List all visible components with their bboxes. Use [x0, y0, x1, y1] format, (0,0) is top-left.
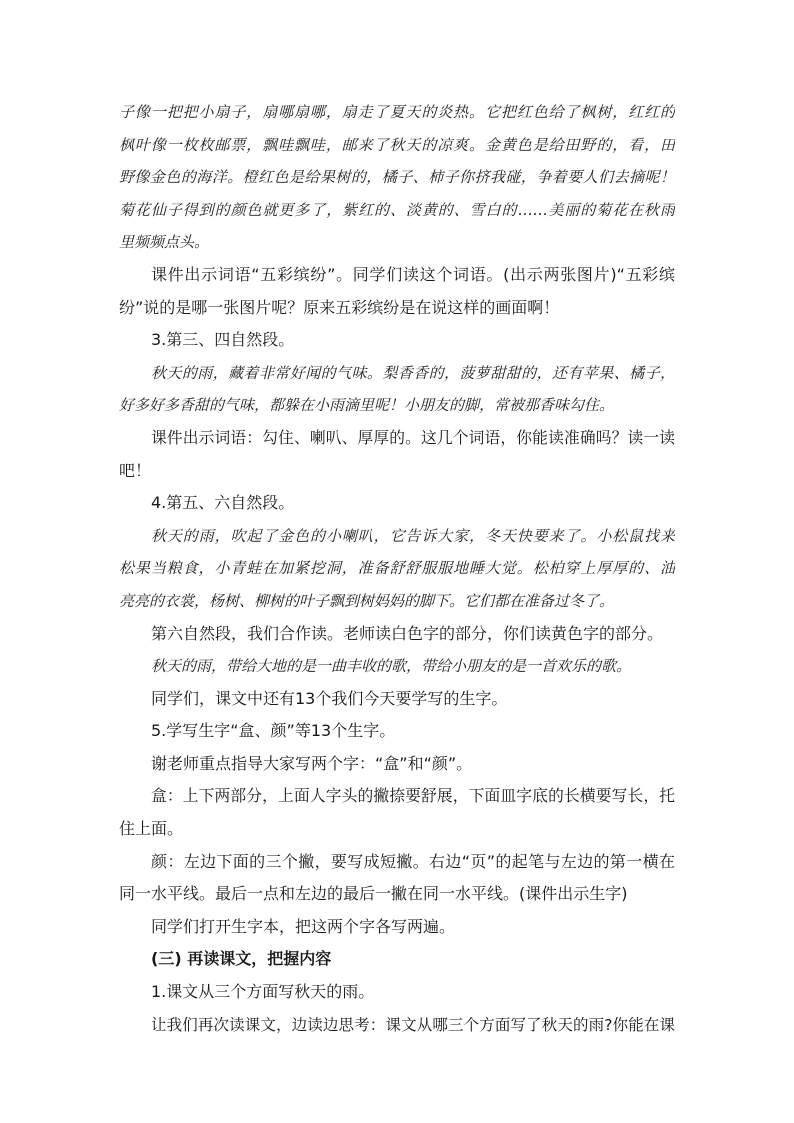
paragraph-yan-character — [119, 846, 675, 911]
section-label-write-characters: 5.学写生字“盒、颜”等13个生字。 — [151, 721, 396, 741]
text-line: 吧！ — [119, 460, 152, 480]
paragraph-teacher-guide: 谢老师重点指导大家写两个字：“盒”和“颜”。 — [151, 753, 473, 773]
text-line: 住上面。 — [119, 819, 184, 839]
text-line: 好多好多香甜的气味，都躲在小雨滴里呢！小朋友的脚，常被那香味勾住。 — [119, 396, 615, 415]
paragraph-new-characters: 同学们，课文中还有13个我们今天要学写的生字。 — [151, 688, 508, 708]
text-line: 亮亮的衣裳，杨树、柳树的叶子飘到树妈妈的脚下。它们都在准备过冬了。 — [119, 591, 615, 610]
section-label-three-aspects: 1.课文从三个方面写秋天的雨。 — [151, 982, 375, 1002]
paragraph-courseware-words — [119, 422, 675, 487]
section-label-3-4: 3.第三、四自然段。 — [151, 330, 295, 350]
poem-passage-harvest: 秋天的雨，带给大地的是一曲丰收的歌，带给小朋友的是一首欢乐的歌。 — [151, 657, 632, 676]
text-line: 同一水平线。最后一点和左边的最后一撇在同一水平线。(课件出示生字) — [119, 884, 628, 904]
text-line: 里频频点头。 — [119, 233, 210, 252]
paragraph-reread-question: 让我们再次读课文，边读边思考：课文从哪三个方面写了秋天的雨?你能在课 — [151, 1015, 675, 1034]
paragraph-cooperative-reading: 第六自然段，我们合作读。老师读白色字的部分，你们读黄色字的部分。 — [151, 623, 664, 643]
text-line: 枫叶像一枚枚邮票，飘哇飘哇，邮来了秋天的凉爽。金黄色是给田野的，看，田 — [119, 135, 675, 154]
text-line: 课件出示词语：勾住、喇叭、厚厚的。这几个词语，你能读准确吗？读一读 — [151, 427, 675, 447]
section-heading-reread: (三) 再读课文，把握内容 — [151, 949, 332, 969]
text-line: 颜：左边下面的三个撇，要写成短撇。右边“页”的起笔与左边的第一横在 — [151, 851, 675, 871]
paragraph-courseware-wucaibinfen — [119, 259, 675, 324]
text-line: 菊花仙子得到的颜色就更多了，紫红的、淡黄的、雪白的……美丽的菊花在秋雨 — [119, 200, 675, 219]
text-line: 课件出示词语“五彩缤纷”。同学们读这个词语。(出示两张图片)“五彩缤 — [151, 264, 675, 284]
paragraph-practice: 同学们打开生字本，把这两个字各写两遍。 — [151, 916, 456, 936]
section-label-5-6: 4.第五、六自然段。 — [151, 493, 295, 513]
text-line: 野像金色的海洋。橙红色是给果树的，橘子、柿子你挤我碰，争着要人们去摘呢！ — [119, 168, 675, 187]
text-line: 盒：上下两部分，上面人字头的撇捺要舒展，下面皿字底的长横要写长，托 — [151, 786, 675, 806]
poem-passage-winter — [119, 520, 675, 618]
poem-passage-colors — [119, 96, 675, 259]
text-line: 松果当粮食，小青蛙在加紧挖洞，准备舒舒服服地睡大觉。松柏穿上厚厚的、油 — [119, 559, 675, 578]
document-body — [119, 96, 675, 1041]
text-line: 子像一把把小扇子，扇哪扇哪，扇走了夏天的炎热。它把红色给了枫树，红红的 — [119, 103, 675, 121]
paragraph-he-character — [119, 780, 675, 845]
text-line: 纷”说的是哪一张图片呢？原来五彩缤纷是在说这样的画面啊！ — [119, 297, 560, 317]
text-line: 秋天的雨，吹起了金色的小喇叭，它告诉大家，冬天快要来了。小松鼠找来 — [151, 526, 675, 545]
poem-passage-smell — [119, 357, 675, 422]
text-line: 秋天的雨，藏着非常好闻的气味。梨香香的，菠萝甜甜的，还有苹果、橘子， — [151, 363, 675, 382]
